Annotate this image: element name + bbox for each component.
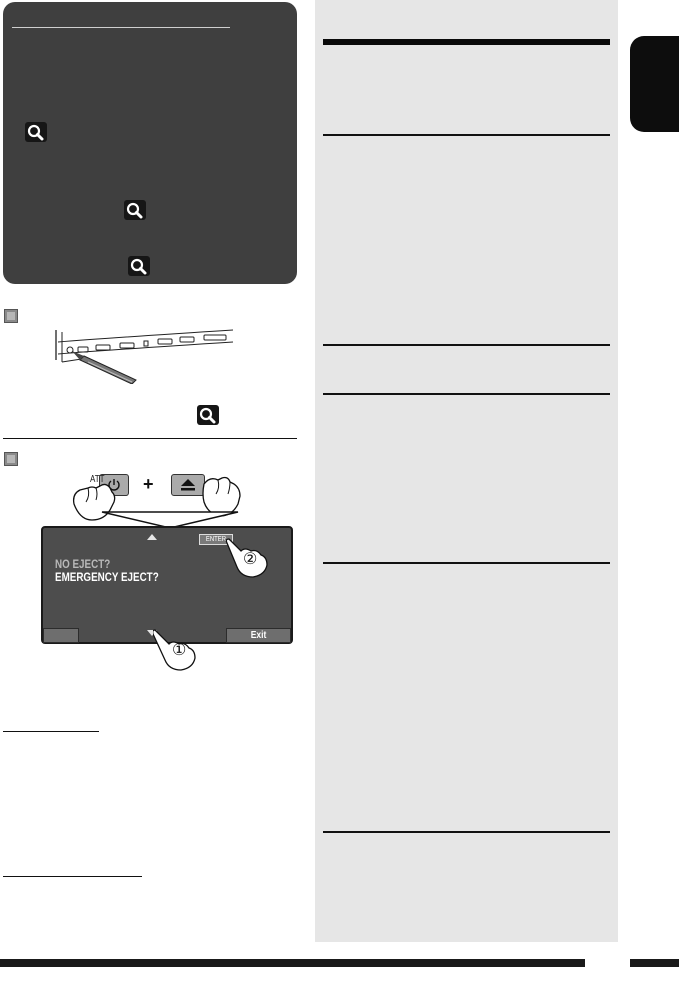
eject-icon — [180, 478, 196, 492]
heading-underline — [3, 876, 142, 877]
exit-label: Exit — [250, 630, 267, 641]
section-divider — [3, 438, 297, 439]
emergency-eject-option[interactable]: EMERGENCY EJECT? — [55, 570, 159, 584]
step-marker-1 — [4, 309, 18, 323]
exit-button[interactable] — [226, 628, 291, 643]
magnifier-icon — [197, 405, 219, 425]
magnifier-icon — [124, 200, 146, 220]
plus-sign: + — [143, 474, 154, 494]
right-column-header-bar — [323, 39, 610, 45]
callout-2: ② — [243, 551, 258, 568]
reset-hole-illustration — [48, 318, 238, 384]
right-column-panel — [315, 0, 618, 942]
step-marker-2 — [4, 452, 18, 466]
callout-1: ① — [172, 642, 187, 659]
magnifier-icon — [128, 256, 150, 276]
soft-button-left[interactable] — [43, 628, 79, 643]
att-label: ATT — [90, 474, 105, 485]
right-section-rule — [323, 134, 610, 136]
info-panel — [3, 2, 297, 284]
info-panel-rule — [12, 27, 230, 28]
heading-underline — [3, 731, 99, 732]
right-section-rule — [323, 393, 610, 395]
no-eject-option[interactable]: NO EJECT? — [55, 557, 111, 571]
magnifier-icon — [25, 122, 47, 142]
footer-bar — [0, 959, 585, 967]
language-tab[interactable] — [630, 36, 679, 132]
enter-label: ENTER — [205, 536, 227, 543]
scroll-up-arrow-icon[interactable] — [147, 534, 157, 540]
right-section-rule — [323, 831, 610, 833]
footer-bar-page — [630, 959, 679, 967]
right-section-rule — [323, 562, 610, 564]
right-section-rule — [323, 344, 610, 346]
